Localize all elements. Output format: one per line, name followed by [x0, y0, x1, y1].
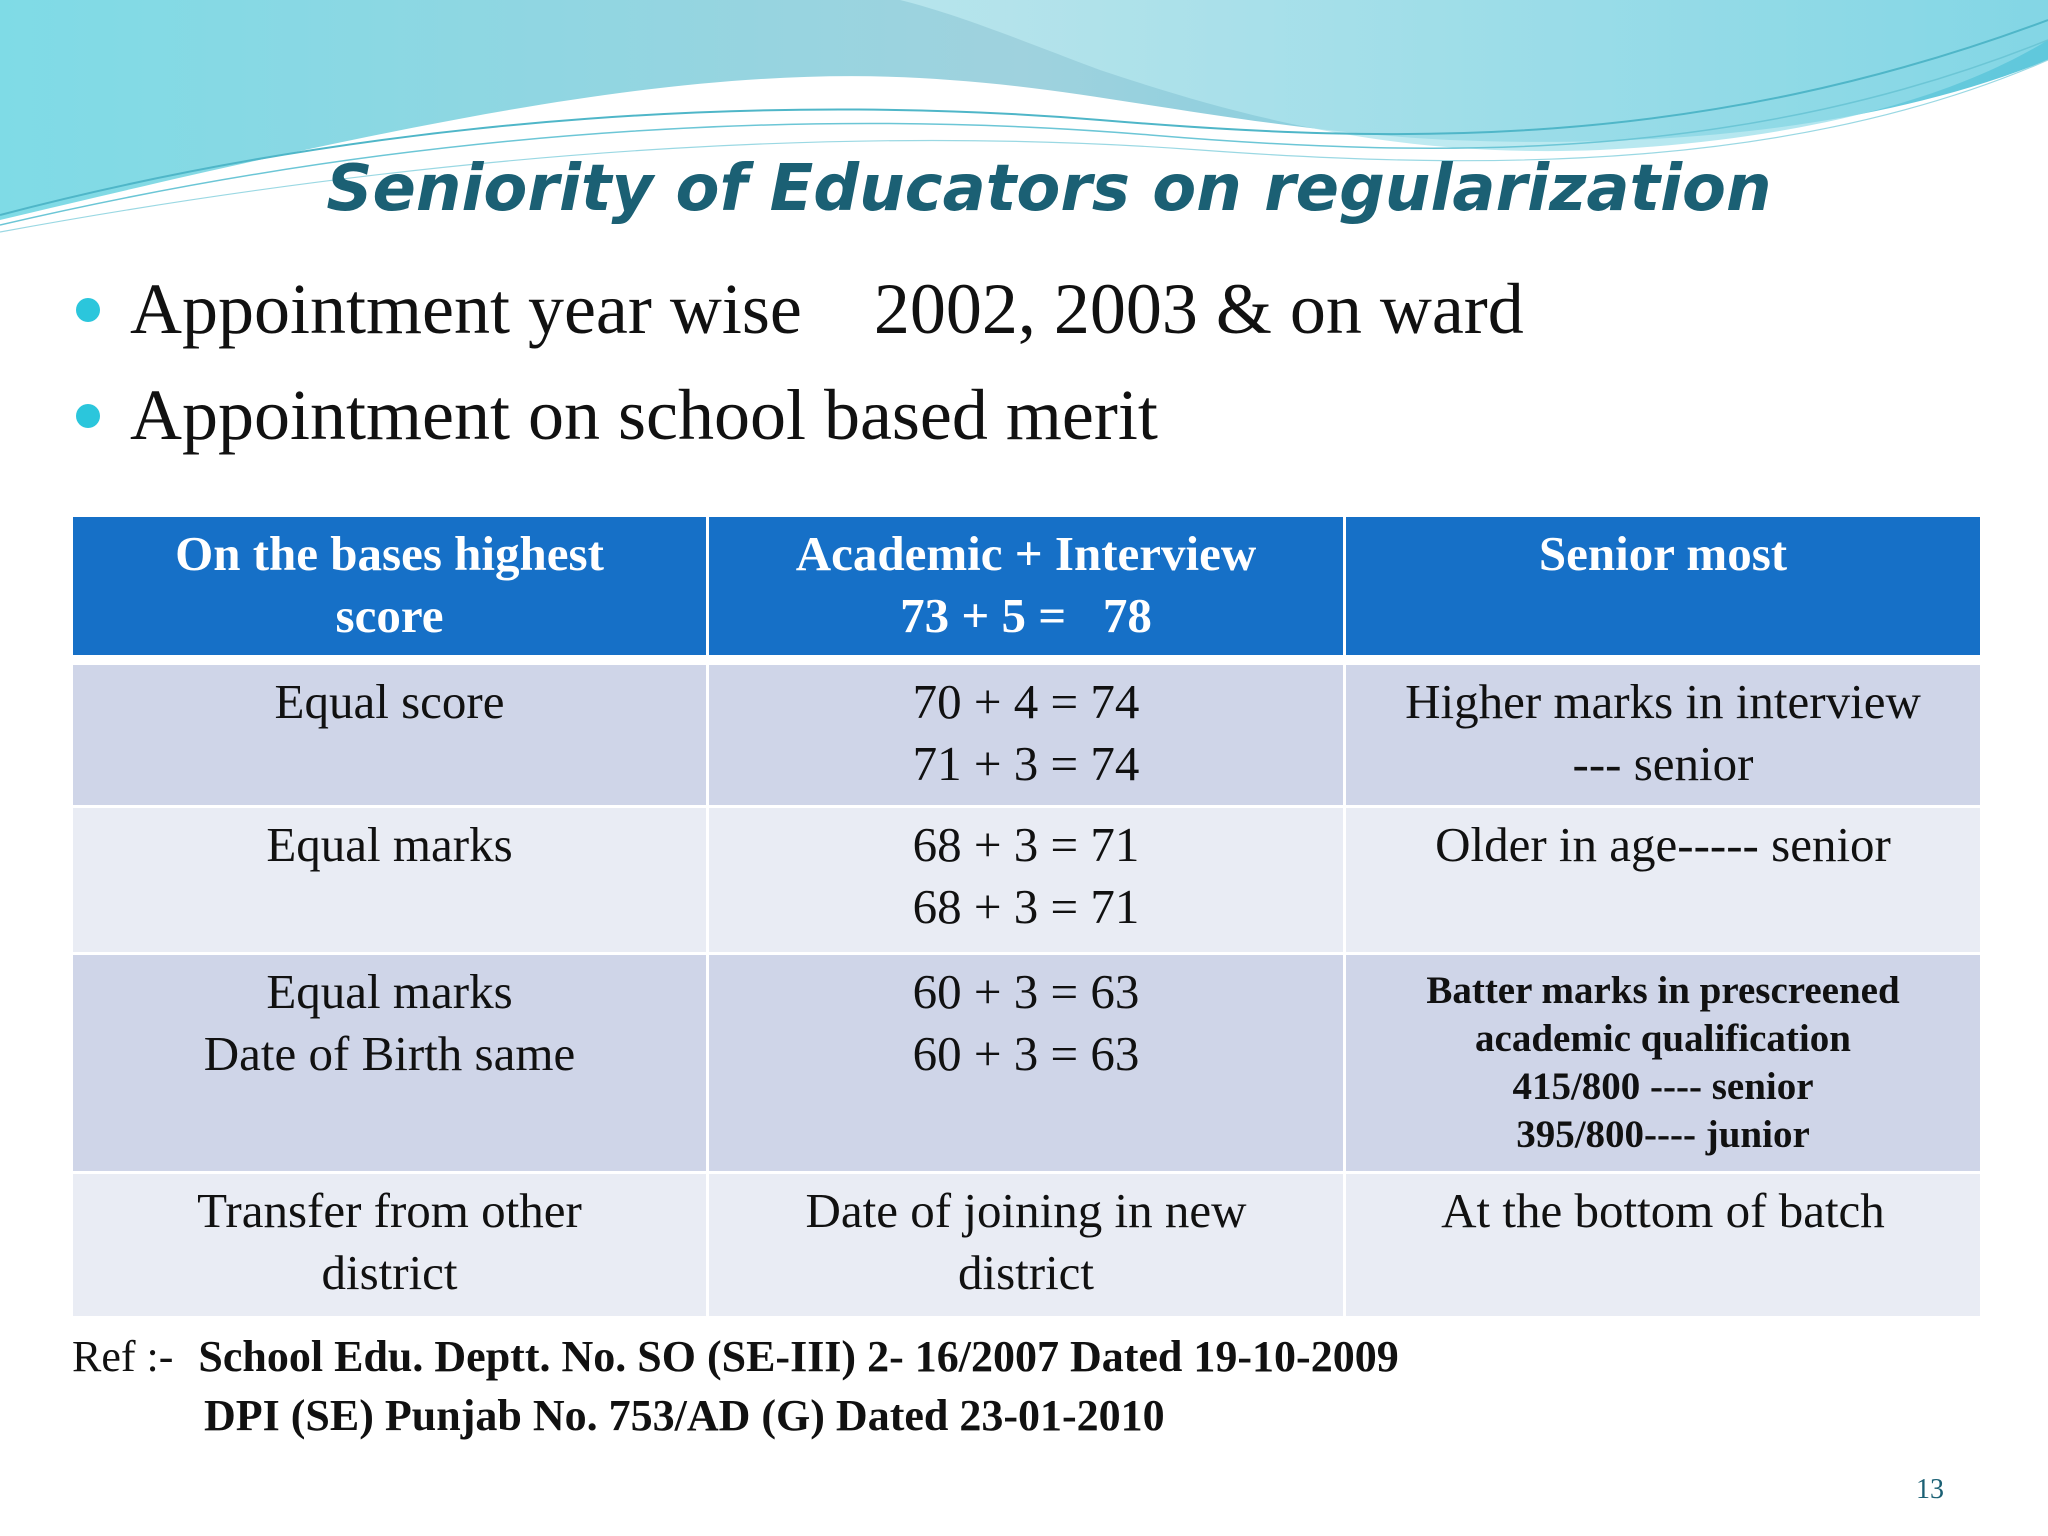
cell-text: Higher marks in interview: [1405, 674, 1921, 729]
cell-text: Equal score: [274, 674, 505, 729]
header-text: Senior most: [1538, 526, 1788, 581]
reference-label: Ref :-: [72, 1332, 174, 1381]
table-cell: [1345, 807, 1982, 954]
reference-line-1: [72, 1324, 1399, 1390]
table-row: [72, 807, 1982, 954]
header-cell: [1345, 516, 1982, 661]
table-cell: [708, 954, 1345, 1173]
table-cell: [72, 660, 708, 807]
table-cell: [1345, 660, 1982, 807]
header-text: 73 + 5 = 78: [900, 588, 1152, 643]
bullet-icon: [76, 298, 100, 322]
slide-title: Seniority of Educators on regularization: [326, 152, 1772, 226]
bullet-icon: [76, 404, 100, 428]
header-cell: [72, 516, 708, 661]
cell-text: academic qualification: [1475, 1017, 1851, 1060]
cell-text: 395/800---- junior: [1516, 1113, 1810, 1156]
table-cell: [72, 1173, 708, 1318]
cell-text: Older in age----- senior: [1435, 817, 1891, 872]
page-number: 13: [1916, 1474, 1944, 1505]
table-row: [72, 660, 1982, 807]
cell-text: 68 + 3 = 71: [912, 817, 1140, 872]
cell-text: district: [957, 1245, 1095, 1300]
header-text: On the bases highest: [175, 526, 604, 581]
bullet-text: Appointment year wise 2002, 2003 & on ward: [130, 269, 1524, 349]
cell-text: At the bottom of batch: [1441, 1183, 1885, 1238]
table-cell: [708, 807, 1345, 954]
cell-text: --- senior: [1572, 736, 1754, 791]
reference-text: School Edu. Deptt. No. SO (SE-III) 2- 16/2007 Dated 19-10-2009: [198, 1332, 1399, 1381]
header-text: Academic + Interview: [795, 526, 1257, 581]
table-cell: [708, 1173, 1345, 1318]
cell-text: Transfer from other: [197, 1183, 582, 1238]
table-cell: [1345, 1173, 1982, 1318]
cell-text: Date of Birth same: [203, 1026, 576, 1081]
table-row: [72, 1173, 1982, 1318]
cell-text: Equal marks: [266, 817, 513, 872]
cell-text: 60 + 3 = 63: [912, 964, 1140, 1019]
header-cell: [708, 516, 1345, 661]
seniority-table: [70, 514, 1983, 1319]
cell-text: Date of joining in new: [805, 1183, 1247, 1238]
reference-line-2: DPI (SE) Punjab No. 753/AD (G) Dated 23-01-2010: [204, 1391, 1165, 1440]
cell-text: 68 + 3 = 71: [912, 879, 1140, 934]
table-cell: [708, 660, 1345, 807]
table-cell: [1345, 954, 1982, 1173]
cell-text: district: [321, 1245, 458, 1300]
cell-text: 60 + 3 = 63: [912, 1026, 1140, 1081]
table-header-row: [72, 516, 1982, 661]
bullet-item: [76, 268, 1524, 351]
cell-text: Batter marks in prescreened: [1426, 969, 1900, 1012]
table-cell: [72, 807, 708, 954]
cell-text: 71 + 3 = 74: [912, 736, 1140, 791]
header-text: score: [335, 588, 444, 643]
cell-text: Equal marks: [266, 964, 513, 1019]
table-row: [72, 954, 1982, 1173]
cell-text: 70 + 4 = 74: [912, 674, 1140, 729]
table-cell: [72, 954, 708, 1173]
bullet-item: [76, 374, 1158, 457]
cell-text: 415/800 ---- senior: [1512, 1065, 1814, 1108]
bullet-text: Appointment on school based merit: [130, 375, 1158, 455]
